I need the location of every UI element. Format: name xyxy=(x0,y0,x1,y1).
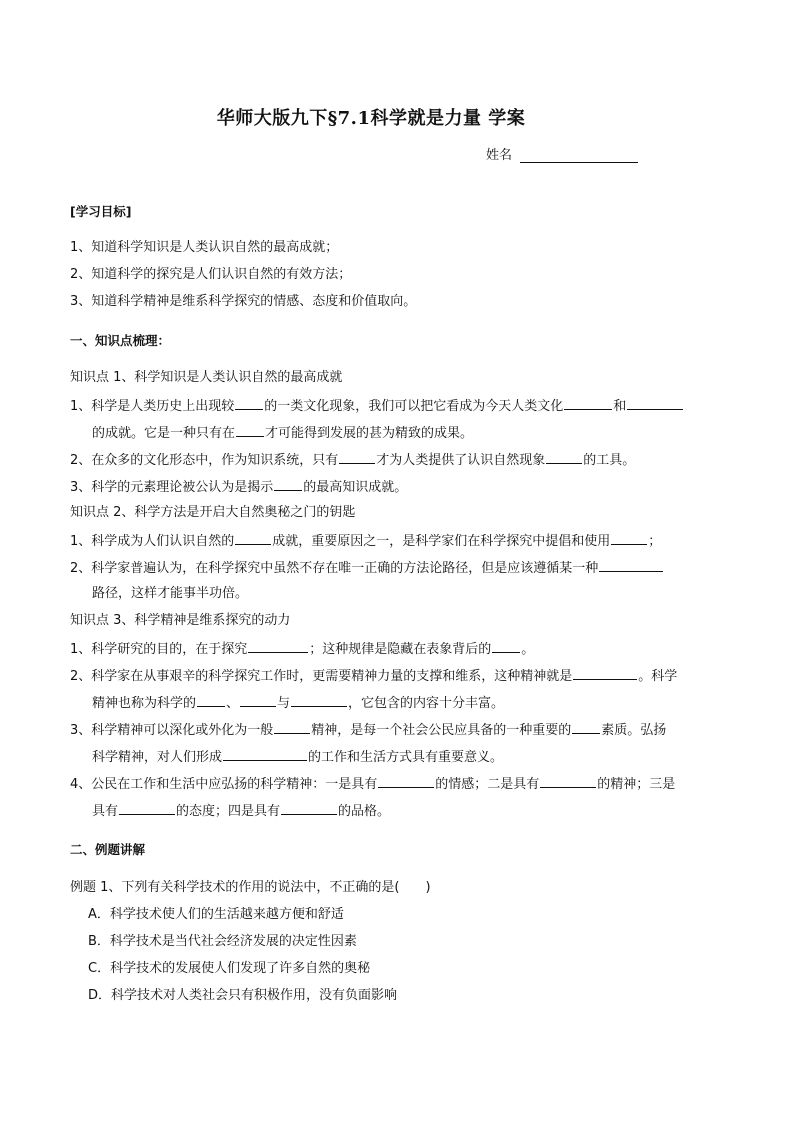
fill-blank[interactable] xyxy=(572,720,600,734)
question-line: 1、科学成为人们认识自然的 成就，重要原因之一，是科学家们在科学探究中提倡和使用 ； xyxy=(70,531,661,551)
fill-blank[interactable] xyxy=(339,450,375,464)
objective-item: 3、知道科学精神是维系科学探究的情感、态度和价值取向。 xyxy=(70,294,417,309)
objectives-heading: [学习目标] xyxy=(70,204,132,219)
example-question: 例题 1、下列有关科学技术的作用的说法中，不正确的是( ) xyxy=(70,880,431,895)
fill-blank[interactable] xyxy=(546,450,582,464)
fill-blank[interactable] xyxy=(611,531,647,545)
knowledge-point-title: 知识点 2、科学方法是开启大自然奥秘之门的钥匙 xyxy=(70,505,356,520)
knowledge-point-title: 知识点 3、科学精神是维系探究的动力 xyxy=(70,613,291,628)
objective-item: 2、知道科学的探究是人们认识自然的有效方法； xyxy=(70,267,352,282)
fill-blank[interactable] xyxy=(240,693,276,707)
question-line: 1、科学是人类历史上出现较 的一类文化现象，我们可以把它看成为今天人类文化 和 xyxy=(70,396,684,416)
name-blank[interactable] xyxy=(520,148,638,163)
question-line: 2、科学家普遍认为，在科学探究中虽然不存在唯一正确的方法论路径，但是应该遵循某一种 xyxy=(70,558,664,578)
knowledge-point-title: 知识点 1、科学知识是人类认识自然的最高成就 xyxy=(70,370,343,385)
fill-blank[interactable] xyxy=(235,396,263,410)
question-line: 具有 的态度；四是具有 的品格。 xyxy=(92,801,390,821)
question-line: 精神也称为科学的 、 与 ，它包含的内容十分丰富。 xyxy=(92,693,504,713)
fill-blank[interactable] xyxy=(197,693,225,707)
fill-blank[interactable] xyxy=(223,747,307,761)
question-line: 科学精神，对人们形成 的工作和生活方式具有重要意义。 xyxy=(92,747,503,767)
question-line: 1、科学研究的目的，在于探究 ；这种规律是隐藏在表象背后的 。 xyxy=(70,639,534,659)
fill-blank[interactable] xyxy=(235,531,271,545)
choice-option-c[interactable]: C．科学技术的发展使人们发现了许多自然的奥秘 xyxy=(88,961,371,976)
question-line: 2、在众多的文化形态中，作为知识系统，只有 才为人类提供了认识自然现象 的工具。 xyxy=(70,450,635,470)
page-title: 华师大版九下§7.1科学就是力量 学案 xyxy=(216,108,526,129)
name-label: 姓名 xyxy=(486,148,513,163)
fill-blank[interactable] xyxy=(119,801,175,815)
fill-blank[interactable] xyxy=(291,693,347,707)
student-name-field xyxy=(486,144,638,163)
question-line: 3、科学的元素理论被公认为是揭示 的最高知识成就。 xyxy=(70,477,407,497)
question-line: 2、科学家在从事艰辛的科学探究工作时，更需要精神力量的支撑和维系，这种精神就是 。科学 xyxy=(70,666,677,686)
fill-blank[interactable] xyxy=(274,477,302,491)
question-line: 的成就。它是一种只有在 才可能得到发展的甚为精致的成果。 xyxy=(92,423,473,443)
choice-option-a[interactable]: A．科学技术使人们的生活越来越方便和舒适 xyxy=(88,907,344,922)
fill-blank[interactable] xyxy=(540,774,596,788)
fill-blank[interactable] xyxy=(281,801,337,815)
fill-blank[interactable] xyxy=(236,423,264,437)
choice-option-b[interactable]: B．科学技术是当代社会经济发展的决定性因素 xyxy=(88,934,357,949)
fill-blank[interactable] xyxy=(248,639,308,653)
question-line: 路径，这样才能事半功倍。 xyxy=(92,586,249,601)
fill-blank[interactable] xyxy=(564,396,612,410)
fill-blank[interactable] xyxy=(573,666,637,680)
section-examples-heading: 二、例题讲解 xyxy=(70,842,146,857)
fill-blank[interactable] xyxy=(274,720,310,734)
question-line: 3、科学精神可以深化或外化为一般 精神，是每一个社会公民应具备的一种重要的 素质。弘扬 xyxy=(70,720,666,740)
fill-blank[interactable] xyxy=(627,396,683,410)
question-line: 4、公民在工作和生活中应弘扬的科学精神：一是具有 的情感；二是具有 的精神；三是 xyxy=(70,774,675,794)
fill-blank[interactable] xyxy=(492,639,520,653)
choice-option-d[interactable]: D．科学技术对人类社会只有积极作用，没有负面影响 xyxy=(88,988,398,1003)
fill-blank[interactable] xyxy=(378,774,434,788)
objective-item: 1、知道科学知识是人类认识自然的最高成就； xyxy=(70,240,339,255)
section-knowledge-heading: 一、知识点梳理： xyxy=(70,333,171,348)
fill-blank[interactable] xyxy=(599,558,663,572)
